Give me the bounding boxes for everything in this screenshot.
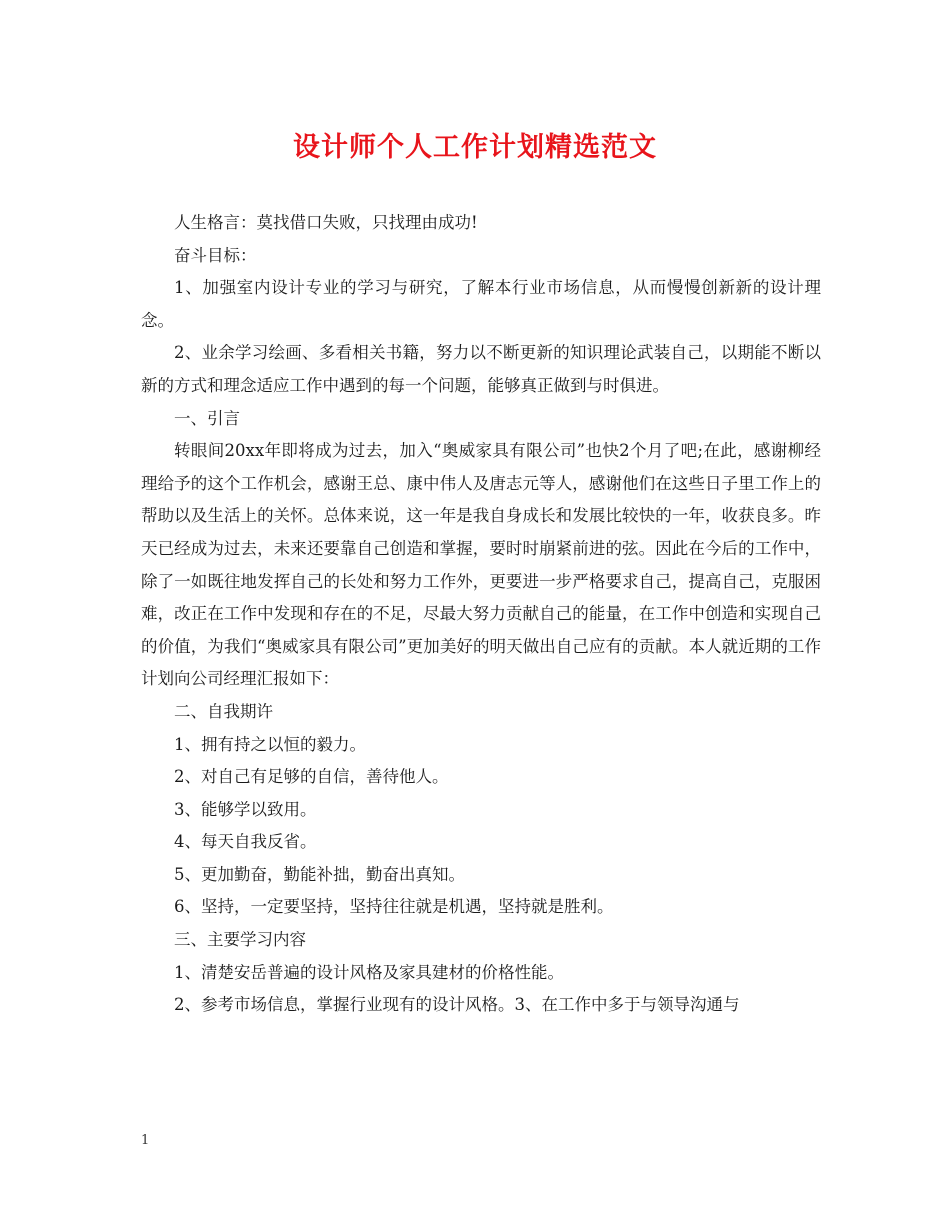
list-item-study-1: 1、清楚安岳普遍的设计风格及家具建材的价格性能。	[174, 962, 564, 982]
section-heading-study-content: 三、主要学习内容	[174, 930, 306, 950]
list-item-expectation-3: 3、能够学以致用。	[174, 799, 317, 819]
paragraph-motto: 人生格言：莫找借口失败，只找理由成功!	[174, 213, 478, 232]
section-heading-introduction: 一、引言	[174, 408, 240, 428]
list-item-expectation-1: 1、拥有持之以恒的毅力。	[174, 734, 366, 754]
list-item-expectation-4: 4、每天自我反省。	[174, 832, 317, 852]
page-number: 1	[141, 1133, 150, 1148]
section-heading-self-expectation: 二、自我期许	[174, 701, 273, 721]
paragraph-goal-1: 1、加强室内设计专业的学习与研究，了解本行业市场信息，从而慢慢创新新的设计理念。	[141, 278, 821, 330]
list-item-expectation-6: 6、坚持，一定要坚持，坚持往往就是机遇，坚持就是胜利。	[174, 897, 614, 917]
paragraph-goal-heading: 奋斗目标：	[174, 245, 257, 265]
paragraph-goal-2: 2、业余学习绘画、多看相关书籍，努力以不断更新的知识理论武装自己，以期能不断以新的方式和理念适应工作中遇到的每一个问题，能够真正做到与时俱进。	[141, 343, 821, 395]
list-item-study-2: 2、参考市场信息，掌握行业现有的设计风格。3、在工作中多于与领导沟通与	[174, 995, 740, 1015]
paragraph-introduction: 转眼间20xx年即将成为过去，加入“奥威家具有限公司”也快2个月了吧;在此，感谢柳经理给予的这个工作机会，感谢王总、康中伟人及唐志元等人，感谢他们在这些日子里工作上的帮助以及生活上的关怀。总体来说，这一年是我自身成长和发展比较快的一年，收获良多。昨天已经成为过去，未来还要靠自己创造和掌握，要时时崩紧前进的弦。因此在今后的工作中，除了一如既往地发挥自己的长处和努力工作外，更要进一步严格要求自己，提高自己，克服困难，改正在工作中发现和存在的不足，尽最大努力贡献自己的能量，在工作中创造和实现自己的价值，为我们“奥威家具有限公司”更加美好的明天做出自己应有的贡献。本人就近期的工作计划向公司经理汇报如下：	[141, 441, 821, 689]
document-title: 设计师个人工作计划精选范文	[293, 132, 657, 163]
list-item-expectation-2: 2、对自己有足够的自信，善待他人。	[174, 767, 449, 787]
document-body	[141, 207, 821, 1022]
list-item-expectation-5: 5、更加勤奋，勤能补拙，勤奋出真知。	[174, 864, 465, 884]
